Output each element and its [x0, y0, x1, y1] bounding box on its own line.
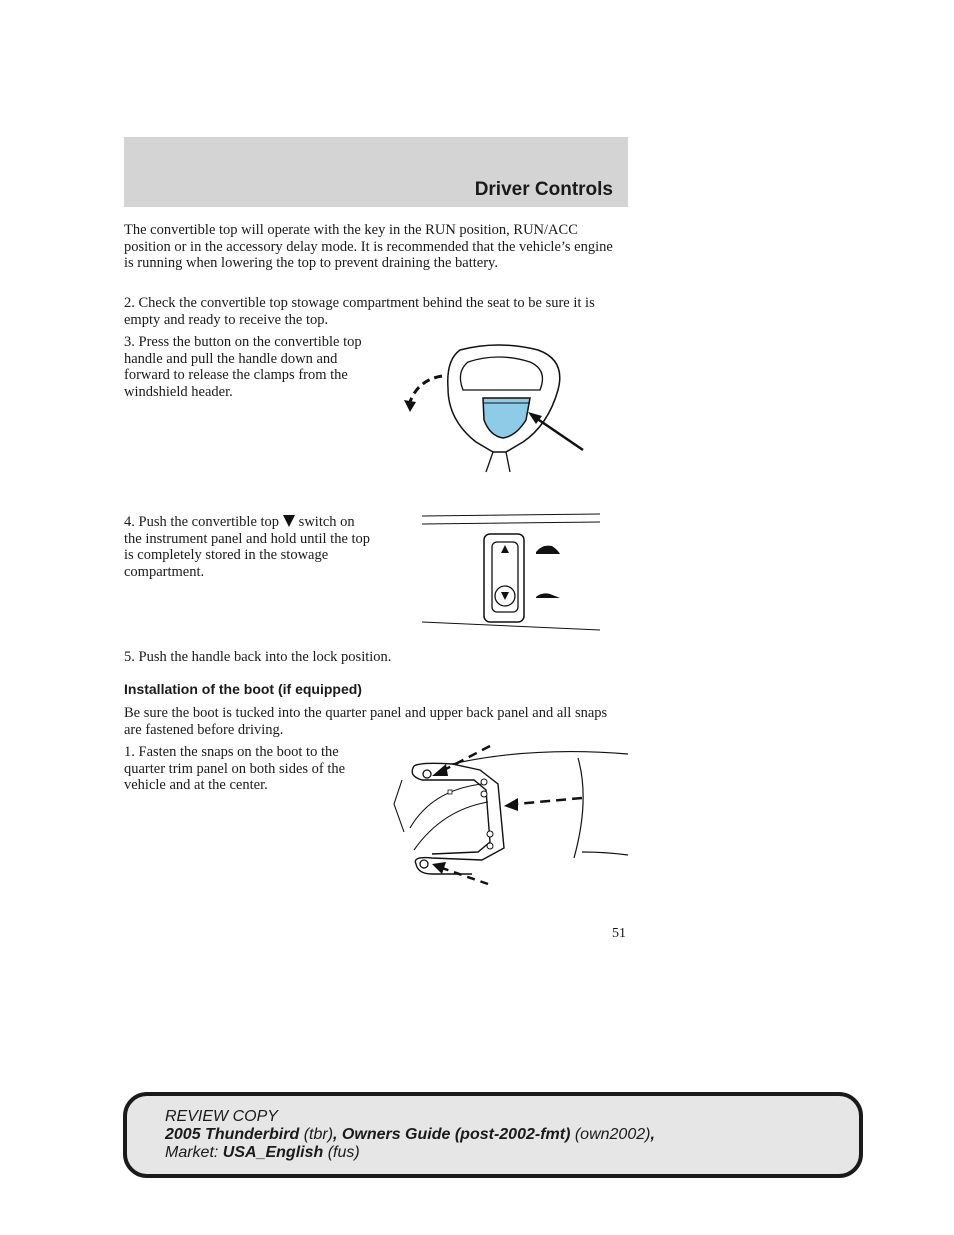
- footer-text: [165, 1108, 655, 1162]
- footer-guide: Owners Guide (post-2002-fmt): [341, 1126, 571, 1143]
- page-number: 51: [612, 926, 626, 941]
- convertible-top-switch-illustration: [420, 512, 605, 634]
- step-4-paragraph: [124, 514, 374, 580]
- footer-model: 2005 Thunderbird: [165, 1126, 300, 1143]
- page-title: Driver Controls: [474, 179, 613, 200]
- review-copy-footer: [123, 1092, 863, 1178]
- footer-line-2: [165, 1126, 655, 1144]
- footer-line-1: REVIEW COPY: [165, 1108, 278, 1125]
- header-band: [124, 137, 628, 207]
- footer-line-3: [165, 1144, 655, 1162]
- boot-step-1-paragraph: 1. Fasten the snaps on the boot to the quarter trim panel on both sides of the vehicle and at the center.: [124, 744, 346, 793]
- intro-paragraph: The convertible top will operate with the key in the RUN position, RUN/ACC position or in the accessory delay mode. It is recommended that the vehicle’s engine is running when lowering the top to prevent draining the battery.: [124, 222, 613, 271]
- boot-snaps-illustration: [392, 740, 630, 890]
- footer-market-label: Market:: [165, 1144, 223, 1161]
- step-5-paragraph: 5. Push the handle back into the lock position.: [124, 649, 392, 665]
- step-4-text-start: 4. Push the convertible top: [124, 514, 280, 530]
- convertible-top-handle-illustration: [398, 340, 598, 475]
- footer-sep-1: ,: [333, 1126, 342, 1143]
- boot-intro-paragraph: Be sure the boot is tucked into the quarter panel and upper back panel and all snaps are fastened before driving.: [124, 705, 608, 738]
- footer-market: USA_English: [222, 1144, 324, 1161]
- step-3-paragraph: 3. Press the button on the convertible top handle and pull the handle down and forward to release the clamps from the windshield header.: [124, 334, 362, 400]
- footer-model-code: (tbr): [299, 1126, 334, 1143]
- footer-sep-2: ,: [650, 1126, 655, 1143]
- step-4-text-end: switch on the instrument panel and hold until the top is completely stored in the stowage compartment.: [124, 514, 371, 580]
- down-triangle-icon: [283, 515, 295, 527]
- step-2-paragraph: 2. Check the convertible top stowage compartment behind the seat to be sure it is empty and ready to receive the top.: [124, 295, 595, 328]
- footer-guide-code: (own2002): [570, 1126, 651, 1143]
- section-subheading: Installation of the boot (if equipped): [124, 681, 362, 697]
- footer-market-code: (fus): [323, 1144, 360, 1161]
